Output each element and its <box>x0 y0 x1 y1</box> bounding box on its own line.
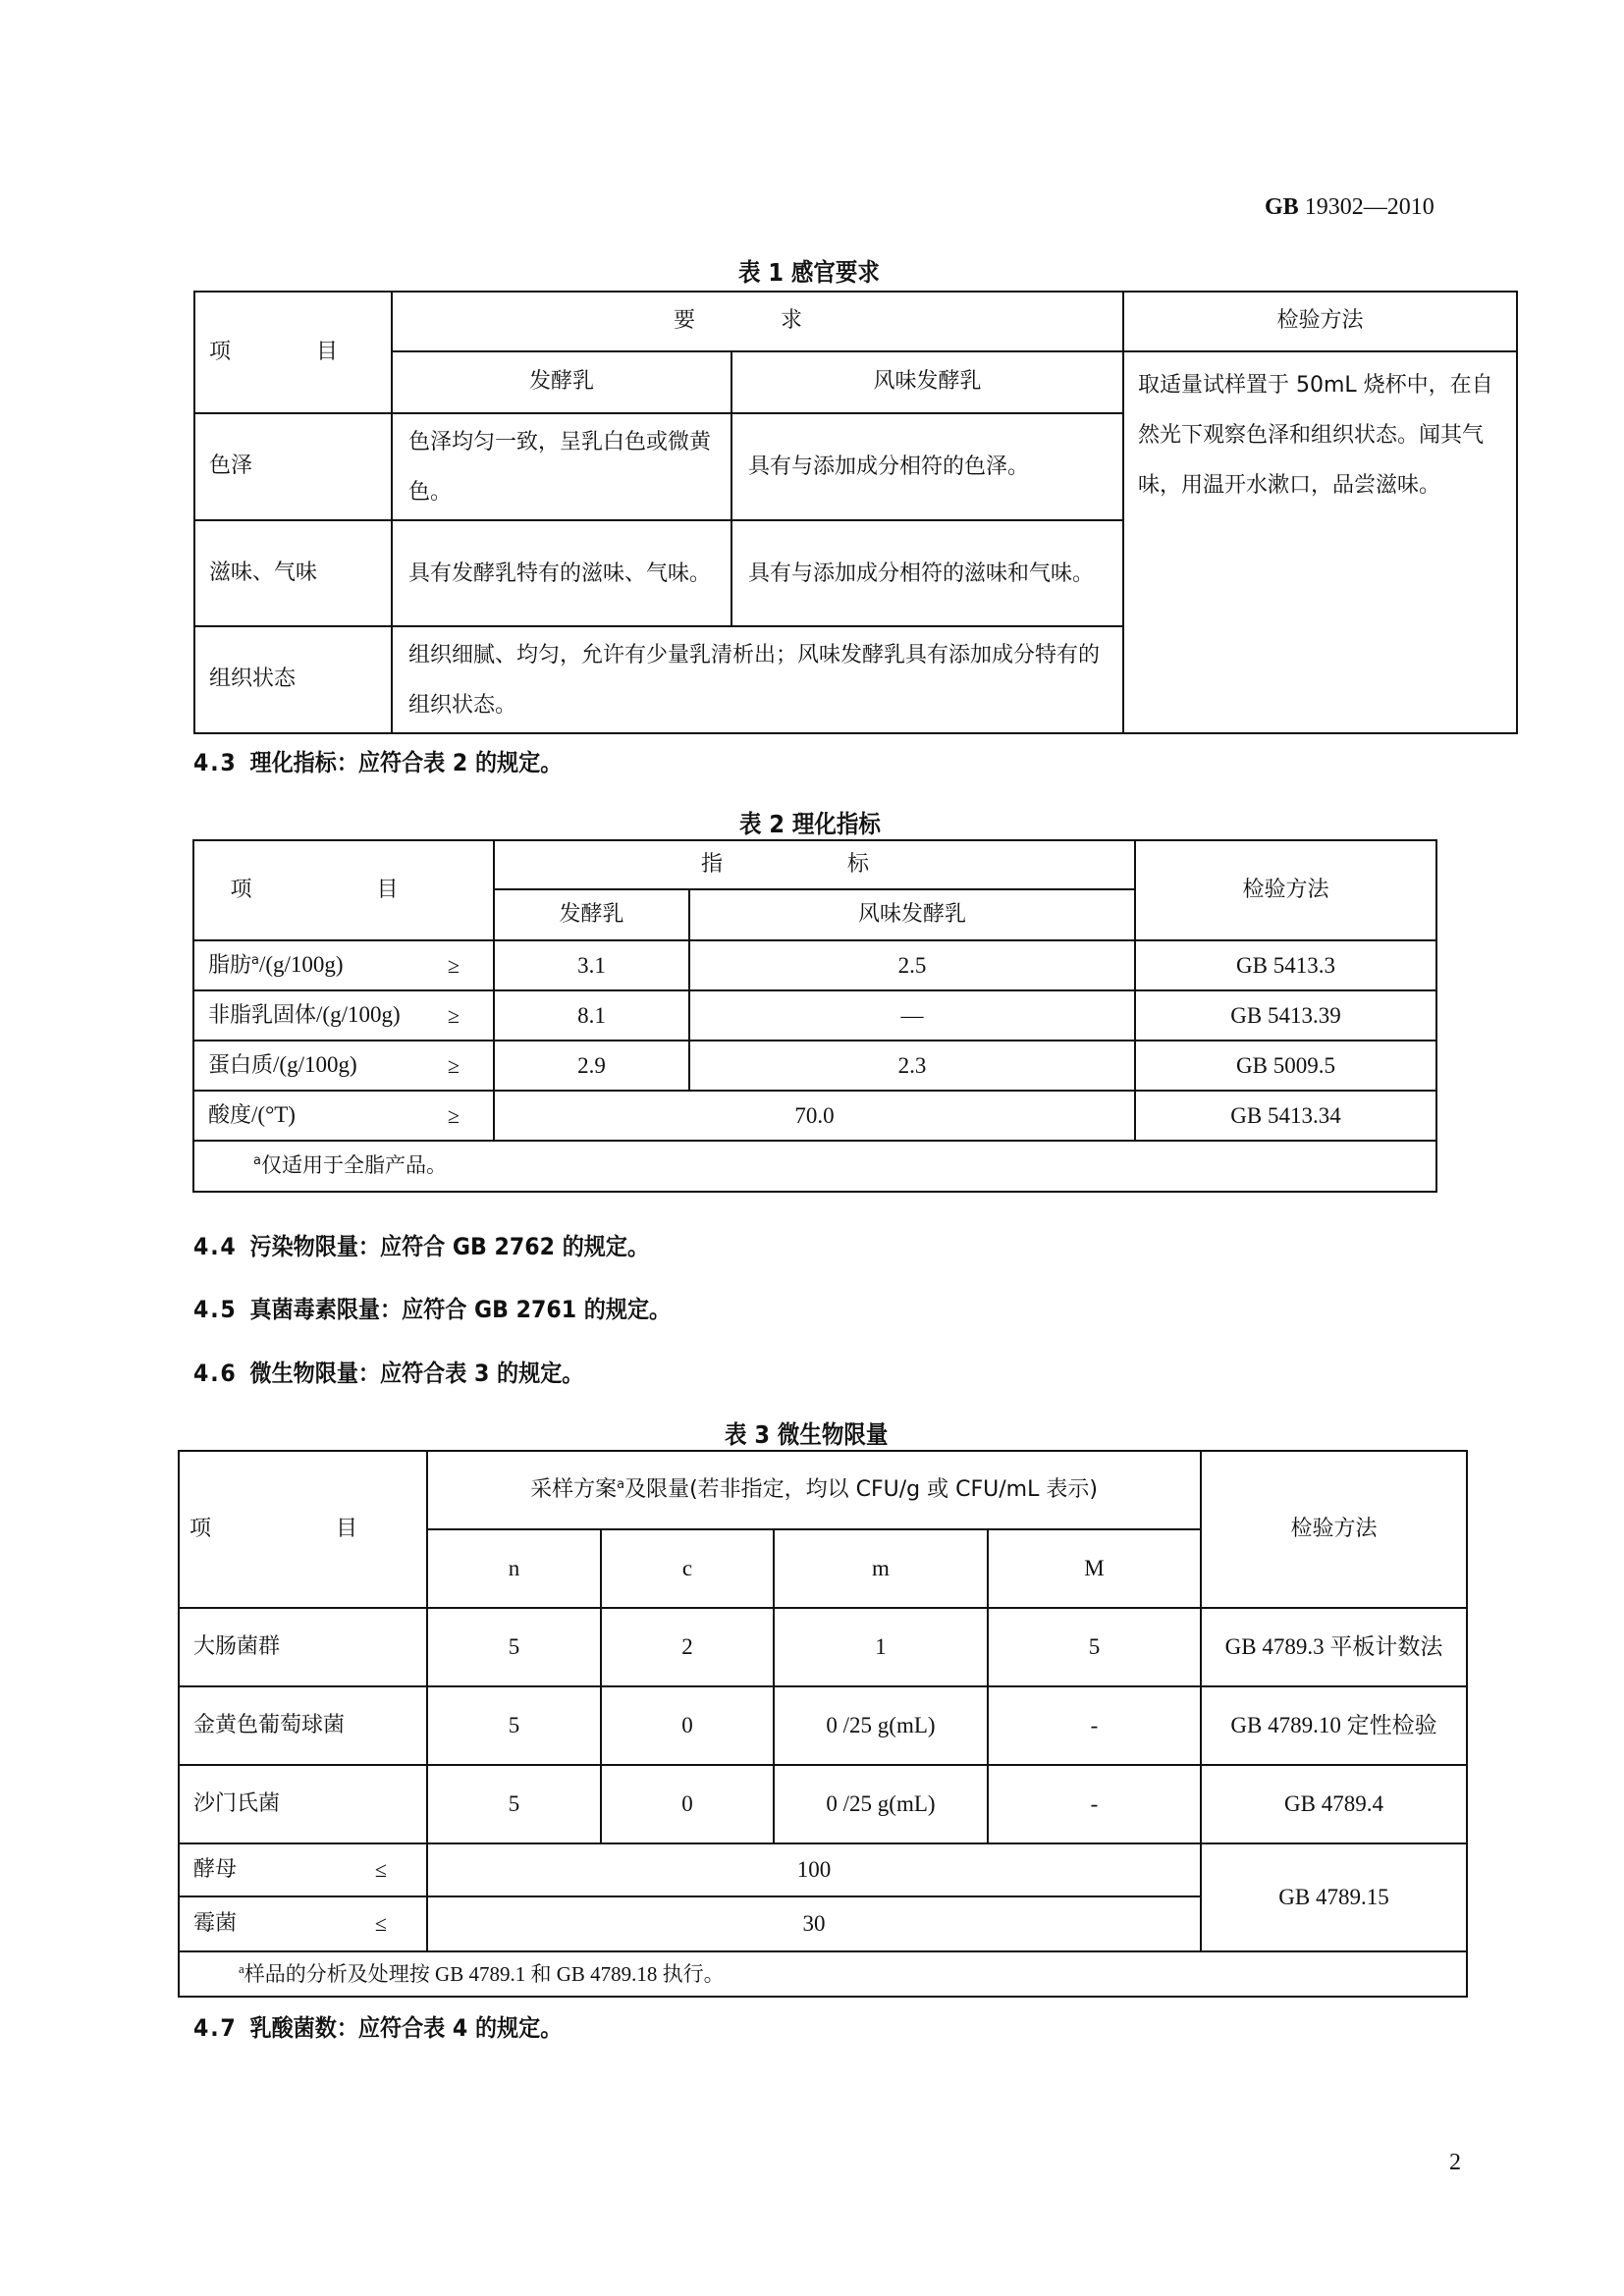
table1-subheader-flavored: 风味发酵乳 <box>731 351 1123 413</box>
section-4-6: 4.6 微生物限量：应符合表 3 的规定。 <box>193 1360 584 1387</box>
table3-limit-value: 30 <box>427 1896 1201 1951</box>
table3-n: 5 <box>427 1686 601 1765</box>
table1-item: 色泽 <box>194 413 392 520</box>
table2-flavored-value: 2.3 <box>689 1041 1135 1091</box>
table3-caption: 表 3 微生物限量 <box>725 1420 889 1449</box>
table2-merged-value: 70.0 <box>494 1091 1135 1141</box>
table1-flavored-value: 具有与添加成分相符的色泽。 <box>731 413 1123 520</box>
table2-item: 脂肪$^a$/(g/100g) ≥ <box>193 940 494 990</box>
table3-n: 5 <box>427 1765 601 1843</box>
table2-fermented-value: 3.1 <box>494 940 689 990</box>
table3-subheader-m: m <box>774 1529 988 1608</box>
table2-method: GB 5413.34 <box>1135 1091 1436 1141</box>
table3-c: 0 <box>601 1765 774 1843</box>
table3-item: 金黄色葡萄球菌 <box>179 1686 427 1765</box>
table3-m: 0 /25 g(mL) <box>774 1686 988 1765</box>
table1-method-text: 取适量试样置于 50mL 烧杯中，在自然光下观察色泽和组织状态。闻其气味，用温开水漱口，品尝滋味。 <box>1123 351 1517 733</box>
operator-symbol: ≥ <box>447 1102 460 1128</box>
table2-item: 蛋白质/(g/100g) ≥ <box>193 1041 494 1091</box>
table2-subheader-flavored: 风味发酵乳 <box>689 889 1135 940</box>
table3-limit-value: 100 <box>427 1843 1201 1896</box>
table-row <box>179 1843 1467 1896</box>
table-row <box>193 1091 1436 1141</box>
standard-prefix: GB <box>1265 194 1299 220</box>
table3-header-item: 项 目 <box>179 1451 427 1608</box>
footnote-mark: a <box>251 953 259 969</box>
table-row <box>179 1765 1467 1843</box>
table3-item: 沙门氏菌 <box>179 1765 427 1843</box>
table2-item: 非脂乳固体/(g/100g) ≥ <box>193 990 494 1041</box>
table3-microbial <box>178 1450 1468 1998</box>
table3-subheader-M: M <box>988 1529 1201 1608</box>
table3-subheader-n: n <box>427 1529 601 1608</box>
operator-symbol: ≥ <box>447 1052 460 1078</box>
standard-number <box>1265 194 1435 221</box>
section-4-7: 4.7 乳酸菌数：应符合表 4 的规定。 <box>193 2014 563 2042</box>
table1-fermented-value: 具有发酵乳特有的滋味、气味。 <box>392 520 731 626</box>
table3-M: - <box>988 1686 1201 1765</box>
table3-m: 1 <box>774 1608 988 1686</box>
table2-method: GB 5009.5 <box>1135 1041 1436 1091</box>
table2-footnote-row <box>193 1141 1436 1192</box>
table3-header-plan: 采样方案$^a$及限量(若非指定，均以 CFU/g 或 CFU/mL 表示) <box>427 1451 1201 1529</box>
table2-method: GB 5413.39 <box>1135 990 1436 1041</box>
table2-header-item: 项 目 <box>193 840 494 940</box>
table1-item: 滋味、气味 <box>194 520 392 626</box>
table3-item: 酵母 ≤ <box>179 1843 427 1896</box>
table1-item: 组织状态 <box>194 626 392 733</box>
table3-c: 0 <box>601 1686 774 1765</box>
table2-fermented-value: 2.9 <box>494 1041 689 1091</box>
table3-item: 霉菌 ≤ <box>179 1896 427 1951</box>
table3-footnote-row <box>179 1951 1467 1997</box>
table2-physicochemical <box>192 839 1437 1193</box>
table1-header-item: 项 目 <box>194 292 392 413</box>
table3-method: GB 4789.15 <box>1201 1843 1467 1951</box>
operator-symbol: ≤ <box>374 1910 387 1936</box>
operator-symbol: ≥ <box>447 1002 460 1028</box>
table3-M: 5 <box>988 1608 1201 1686</box>
operator-symbol: ≤ <box>374 1856 387 1882</box>
table-row <box>179 1686 1467 1765</box>
page-number: 2 <box>1449 2150 1461 2175</box>
table3-m: 0 /25 g(mL) <box>774 1765 988 1843</box>
table3-n: 5 <box>427 1608 601 1686</box>
table2-caption: 表 2 理化指标 <box>739 810 881 838</box>
section-4-3: 4.3 理化指标：应符合表 2 的规定。 <box>193 749 563 776</box>
table1-header-requirement: 要 求 <box>392 292 1123 351</box>
table1-flavored-value: 具有与添加成分相符的滋味和气味。 <box>731 520 1123 626</box>
table2-flavored-value: 2.5 <box>689 940 1135 990</box>
table1-subheader-fermented: 发酵乳 <box>392 351 731 413</box>
table2-header-index: 指 标 <box>494 840 1135 889</box>
table-row <box>193 940 1436 990</box>
table2-item: 酸度/(°T) ≥ <box>193 1091 494 1141</box>
table2-subheader-fermented: 发酵乳 <box>494 889 689 940</box>
table1-caption: 表 1 感官要求 <box>738 258 880 287</box>
table3-method: GB 4789.3 平板计数法 <box>1201 1608 1467 1686</box>
standard-code: 19302—2010 <box>1304 194 1435 220</box>
table2-header-method: 检验方法 <box>1135 840 1436 940</box>
table2-fermented-value: 8.1 <box>494 990 689 1041</box>
table1-header-method: 检验方法 <box>1123 292 1517 351</box>
table3-method: GB 4789.4 <box>1201 1765 1467 1843</box>
table-row <box>193 990 1436 1041</box>
table2-flavored-value: — <box>689 990 1135 1041</box>
table2-method: GB 5413.3 <box>1135 940 1436 990</box>
table1-sensory <box>193 291 1518 734</box>
table-row <box>193 1041 1436 1091</box>
table3-header-method: 检验方法 <box>1201 1451 1467 1608</box>
table3-c: 2 <box>601 1608 774 1686</box>
table3-footnote: $^a$样品的分析及处理按 GB 4789.1 和 GB 4789.18 执行。 <box>179 1951 1467 1997</box>
table-row <box>179 1608 1467 1686</box>
table3-M: - <box>988 1765 1201 1843</box>
table1-merged-value: 组织细腻、均匀，允许有少量乳清析出；风味发酵乳具有添加成分特有的组织状态。 <box>392 626 1123 733</box>
section-4-5: 4.5 真菌毒素限量：应符合 GB 2761 的规定。 <box>193 1296 672 1323</box>
operator-symbol: ≥ <box>447 952 460 978</box>
table3-item: 大肠菌群 <box>179 1608 427 1686</box>
table1-fermented-value: 色泽均匀一致，呈乳白色或微黄色。 <box>392 413 731 520</box>
section-4-4: 4.4 污染物限量：应符合 GB 2762 的规定。 <box>193 1233 650 1260</box>
table2-footnote: $^a$仅适用于全脂产品。 <box>193 1141 1436 1192</box>
table3-method: GB 4789.10 定性检验 <box>1201 1686 1467 1765</box>
table3-subheader-c: c <box>601 1529 774 1608</box>
